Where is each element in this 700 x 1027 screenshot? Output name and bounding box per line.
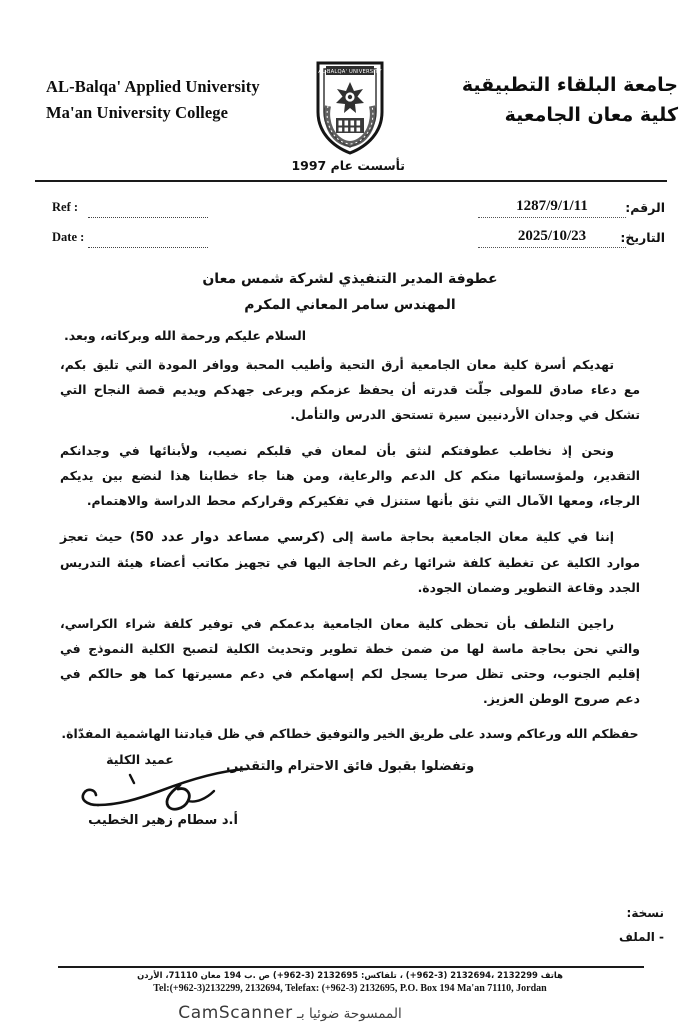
letterhead-arabic-block [418, 70, 678, 130]
date-line-en [88, 247, 208, 248]
closing-line: وتفضلوا بقبول فائق الاحترام والتقدير. [225, 759, 475, 774]
paragraph-3-before: إننا في كلية معان الجامعية بحاجة ماسة إلى ( [319, 529, 614, 544]
copies-block [514, 906, 664, 946]
copies-item-file: - الملف [618, 930, 664, 944]
letterhead [0, 58, 700, 173]
paragraph-4: راجين التلطف بأن تحظى كلية معان الجامعية بدعمكم في توفير كلفة شراء الكراسي، والتي نحن بحاجة ماسة لها من ضمن خطة تطوير وتحديث الكلية لتصبح الكلية النموذج في إقليم الجنوب، وحتى تظل صرحا يسجل لكم إسهامكم في دعم مسيرتها كما هو حالكم في دعم صروح الوطن العزيز. [60, 616, 640, 706]
university-crest-logo [314, 60, 386, 156]
watermark-text [178, 1003, 401, 1023]
paragraph-1: تهديكم أسرة كلية معان الجامعية أرق التحية وأطيب المحبة ووافر المودة التي تليق بكم، مع دعاء صادق للمولى جلّت قدرته أن يحفظ عزمكم ويرعى جهدكم ويديم قصة النجاح التي تشكل في وجدان الأردنيين سيرة تستحق الدرس والتأمل. [60, 357, 640, 422]
reference-date-block [0, 196, 700, 258]
copies-title: نسخة: [626, 906, 664, 920]
prayer-line: حفظكم الله ورعاكم وسدد على طريق الخير والتوفيق خطاكم في ظل قيادتنا الهاشمية المفدّاة. [61, 726, 639, 741]
college-name-ar: كلية معان الجامعية [504, 104, 678, 126]
footer-contact [0, 969, 700, 995]
addressee-block [60, 266, 640, 318]
university-name-ar: جامعة البلقاء التطبيقية [461, 74, 678, 96]
signer-name: أ.د سطام زهير الخطيب [88, 813, 238, 828]
date-label-en: Date : [52, 230, 85, 244]
header-divider [35, 180, 667, 182]
university-name-en: AL-Balqa' Applied University [46, 77, 260, 96]
paragraph-3 [60, 524, 640, 600]
ref-label-en: Ref : [52, 200, 79, 214]
handwritten-signature [68, 761, 258, 817]
request-item-highlight: كرسي مساعد دوار عدد 50 [135, 530, 320, 545]
salutation: السلام عليكم ورحمة الله وبركاته، وبعد. [64, 328, 307, 343]
ref-label-ar: الرقم: [625, 200, 665, 215]
watermark-brand: CamScanner [178, 1003, 293, 1023]
college-name-en: Ma'an University College [46, 103, 229, 122]
date-label-ar: التاريخ: [620, 230, 665, 245]
paragraph-3-after: ) حيث تعجز موارد الكلية عن تغطية كلفة شرائها رغم الحاجة اليها في تجهيز مكاتب أعضاء هيئة التدريس الجدد وقاعة التطوير وضمان الجودة. [60, 529, 640, 595]
footer-divider [58, 966, 644, 968]
addressee-line-2: المهندس سامر المعاني المكرم [244, 297, 456, 313]
crest-block [291, 60, 405, 173]
addressee-line-1: عطوفة المدير التنفيذي لشركة شمس معان [202, 271, 498, 287]
camscanner-watermark [0, 1003, 700, 1023]
svg-text:AL-BALQA' UNIVERSITY: AL-BALQA' UNIVERSITY [318, 69, 382, 76]
paragraph-2: ونحن إذ نخاطب عطوفتكم لنثق بأن لمعان في قلبكم نصيب، ولأبنائها في وجدانكم التقدير، ولمؤسساتها منكم كل الدعم والرعاية، ومن هنا جاء خطابنا هذا لنضع بين يديكم الرجاء، ومعها الآمال التي نثق بأنها ستنزل في تفكيركم وقراركم محط الدراسة والاهتمام. [60, 443, 640, 508]
footer-contact-en: Tel:(+962-3)2132299, 2132694, Telefax: (+962-3) 2132695, P.O. Box 194 Ma'an 71110, Jordan [153, 983, 547, 994]
crest-caption: تأسست عام 1997 [291, 158, 405, 173]
signature-block [48, 752, 278, 828]
letterhead-english-block [46, 74, 296, 126]
letter-body [60, 266, 640, 779]
watermark-prefix: الممسوحة ضوئيا بـ [296, 1006, 402, 1022]
footer-contact-ar: هاتف 2132299 ،2132694 (3-962+) ، تلفاكس: 2132695 (3-962+) ص .ب 194 معان 71110، الأردن [137, 970, 563, 980]
ref-number-value: 1287/9/1/11 [478, 198, 626, 218]
date-value: 2025/10/23 [478, 228, 626, 248]
signer-title: عميد الكلية [106, 752, 174, 767]
ref-line-en [88, 217, 208, 218]
